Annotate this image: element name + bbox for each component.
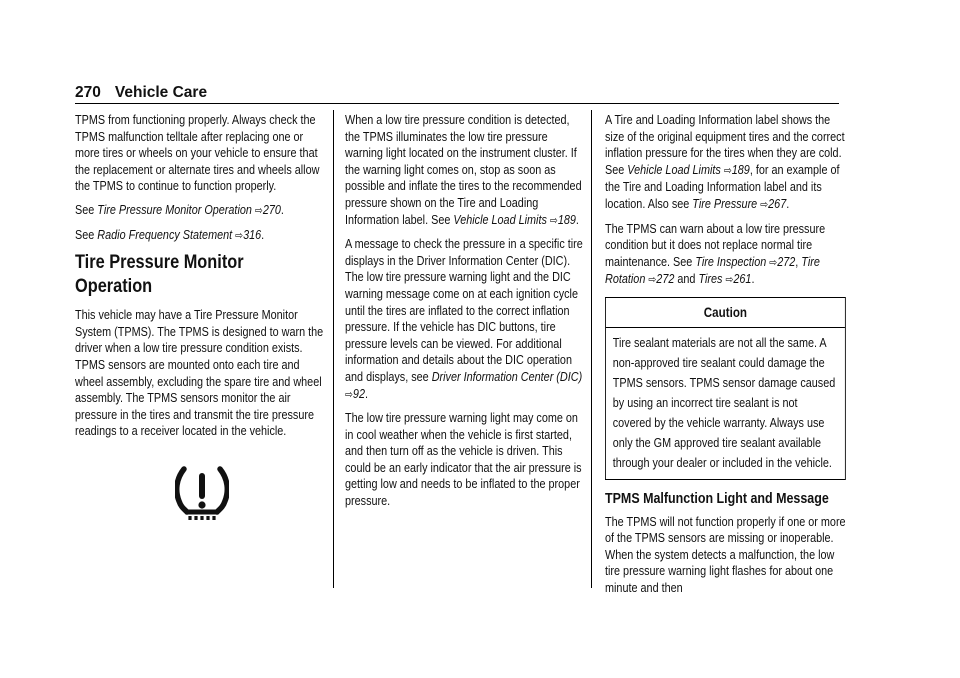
- cross-reference-link[interactable]: Tire Pressure Monitor Operation: [97, 202, 252, 217]
- column-divider: [591, 110, 592, 588]
- paragraph: When a low tire pressure condition is detected, the TPMS illuminates the low tire pressure warning light located on the instrument cluster. If the warning light comes on, stop as soon as possible and inflate the tires to the recommended pressure shown on the Tire and Loading Information label. See Vehicle Load Limits ⇨189.: [345, 113, 582, 227]
- see-reference: See Tire Pressure Monitor Operation ⇨270.: [75, 202, 284, 217]
- cross-reference-link[interactable]: Vehicle Load Limits: [627, 162, 721, 177]
- caution-title: Caution: [606, 298, 845, 328]
- page-reference[interactable]: 272: [656, 272, 675, 287]
- section-heading: Tire Pressure Monitor Operation: [75, 252, 244, 298]
- column-2: [345, 112, 586, 517]
- page-reference-arrow-icon: ⇨: [648, 274, 657, 287]
- paragraph: The TPMS can warn about a low tire pressure condition but it does not replace normal tire maintenance. See Tire Inspection ⇨272, Tire Rotation ⇨272 and Tires ⇨261.: [605, 221, 826, 287]
- column-3: [605, 112, 846, 604]
- page-reference[interactable]: 270: [262, 202, 281, 217]
- page-reference[interactable]: 316: [243, 227, 262, 242]
- page-reference-arrow-icon: ⇨: [345, 388, 353, 401]
- cross-reference-link[interactable]: Tires: [698, 272, 723, 287]
- column-1: [75, 112, 324, 447]
- cross-reference-link[interactable]: Tire Rotation: [605, 254, 820, 287]
- subsection-heading: TPMS Malfunction Light and Message: [605, 490, 829, 507]
- tpms-warning-icon: [175, 465, 229, 523]
- caution-body: Tire sealant materials are not all the same. A non-approved tire sealant could damage the TPMS sensors. TPMS sensor damage caused by using an incorrect tire sealant is not covered by the vehicle warranty. Always use only the GM approved tire sealant available through your dealer or included in the vehicle.: [612, 335, 836, 470]
- page-reference[interactable]: 267: [768, 196, 787, 211]
- page-reference-arrow-icon: ⇨: [725, 274, 734, 287]
- page-reference-arrow-icon: ⇨: [723, 164, 732, 177]
- cross-reference-link[interactable]: Radio Frequency Statement: [97, 227, 233, 242]
- caution-box: [605, 297, 846, 480]
- paragraph: The TPMS will not function properly if one or more of the TPMS sensors are missing or inoperable. When the system detects a malfunction, the low tire pressure warning light flashes for about one minute and then: [605, 514, 846, 595]
- page-reference-arrow-icon: ⇨: [769, 256, 778, 269]
- page-reference[interactable]: 189: [731, 162, 750, 177]
- page-number: 270: [75, 84, 101, 101]
- cross-reference-link[interactable]: Tire Inspection: [695, 254, 767, 269]
- page-reference-arrow-icon: ⇨: [254, 204, 263, 217]
- cross-reference-link[interactable]: Tire Pressure: [692, 196, 758, 211]
- cross-reference-link[interactable]: Vehicle Load Limits: [453, 212, 547, 227]
- paragraph: TPMS from functioning properly. Always check the TPMS malfunction telltale after replacing one or more tires or wheels on your vehicle to ensure that the replacement or alternate tires and wheels allow the TPMS to continue to function properly.: [75, 113, 320, 194]
- column-divider: [333, 110, 334, 588]
- page-reference-arrow-icon: ⇨: [549, 214, 558, 227]
- page-header: [75, 84, 207, 102]
- page-reference-arrow-icon: ⇨: [235, 229, 244, 242]
- paragraph: The low tire pressure warning light may come on in cool weather when the vehicle is first started, and then turn off as the vehicle is driven. This could be an early indicator that the air pressure is getting low and needs to be inflated to the proper pressure.: [345, 411, 582, 509]
- page-reference[interactable]: 92: [352, 386, 365, 401]
- page-reference[interactable]: 272: [777, 254, 796, 269]
- header-rule: [75, 103, 839, 104]
- paragraph: A Tire and Loading Information label shows the size of the original equipment tires and the correct inflation pressure for the tires when they are cold. See Vehicle Load Limits ⇨189, for an example of the Tire and Loading Information label and its location. Also see Tire Pressure ⇨267.: [605, 113, 845, 211]
- page-reference[interactable]: 189: [557, 212, 576, 227]
- see-reference: See Radio Frequency Statement ⇨316.: [75, 227, 265, 242]
- page-reference[interactable]: 261: [733, 272, 752, 287]
- paragraph: This vehicle may have a Tire Pressure Monitor System (TPMS). The TPMS is designed to warn the driver when a low tire pressure condition exists. TPMS sensors are mounted onto each tire and wheel assembly, excluding the spare tire and wheel assembly. The TPMS sensors monitor the air pressure in the tires and transmit the tire pressure readings to a receiver located in the vehicle.: [75, 308, 324, 439]
- paragraph: A message to check the pressure in a specific tire displays in the Driver Information Center (DIC). The low tire pressure warning light and the DIC warning message come on at each ignition cycle until the tires are inflated to the correct inflation pressure. If the vehicle has DIC buttons, tire pressure levels can be viewed. For additional information and details about the DIC operation and displays, see Driver Information Center (DIC) ⇨92.: [345, 237, 583, 401]
- page-reference-arrow-icon: ⇨: [760, 198, 769, 211]
- section-title: Vehicle Care: [114, 84, 208, 101]
- cross-reference-link[interactable]: Driver Information Center (DIC): [431, 369, 583, 384]
